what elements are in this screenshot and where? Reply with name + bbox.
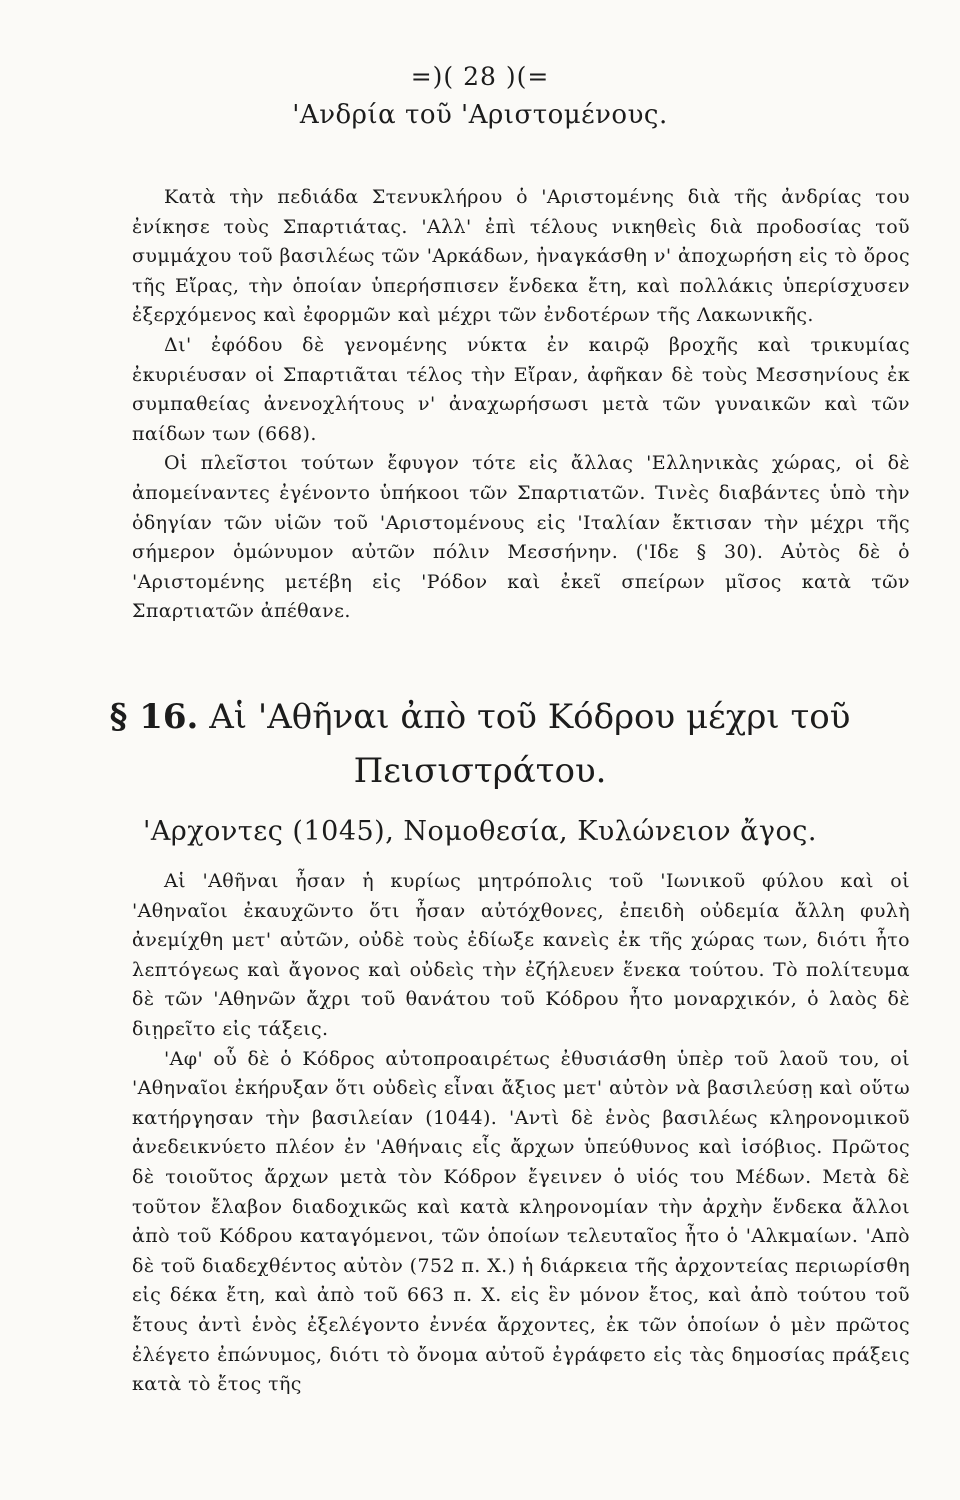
chapter-subtitle: 'Αρχοντες (1045), Νομοθεσία, Κυλώνειον ἄγος.	[142, 816, 818, 847]
text-block-aristomenes	[132, 183, 910, 627]
paragraph: Οἱ πλεῖστοι τούτων ἔφυγον τότε εἰς ἄλλας 'Ελληνικὰς χώρας, οἱ δὲ ἀπομείναντες ἐγένοντο ὑπήκοοι τῶν Σπαρτιατῶν. Τινὲς διαβάντες ὑπὸ τὴν ὁδηγίαν τῶν υἱῶν τοῦ 'Αριστομένους εἰς 'Ιταλίαν ἔκτισαν τὴν μέχρι τῆς σήμερον ὁμώνυμον αὐτῶν πόλιν Μεσσήνην. ('Ιδε § 30). Αὐτὸς δὲ ὁ 'Αριστομένης μετέβη εἰς 'Ρόδον καὶ ἐκεῖ σπείρων μῖσος κατὰ τῶν Σπαρτιατῶν ἀπέθανε.	[132, 452, 910, 623]
chapter-title-line-1	[0, 690, 960, 744]
section-heading: 'Ανδρία τοῦ 'Αριστομένους.	[292, 100, 668, 130]
chapter-title-line-2: Πεισιστράτου.	[353, 751, 607, 791]
chapter-title-text: Αἱ 'Αθῆναι ἀπὸ τοῦ Κόδρου μέχρι τοῦ	[209, 697, 851, 737]
paragraph: Αἱ 'Αθῆναι ἦσαν ἡ κυρίως μητρόπολις τοῦ 'Ιωνικοῦ φύλου καὶ οἱ 'Αθηναῖοι ἐκαυχῶντο ὅτι ἦσαν αὐτόχθονες, ἐπειδὴ οὐδεμία ἄλλη φυλὴ ἀνεμίχθη μετ' αὐτῶν, οὐδὲ τοὺς ἐδίωξε κανεὶς ἐκ τῆς χώρας των, διότι ἦτο λεπτόγεως καὶ ἄγονος καὶ οὐδεὶς τὴν ἐζήλευεν ἕνεκα τούτου. Τὸ πολίτευμα δὲ τῶν 'Αθηνῶν ἄχρι τοῦ θανάτου τοῦ Κόδρου ἦτο μοναρχικόν, ὁ λαὸς δὲ διῃρεῖτο εἰς τάξεις.	[132, 870, 910, 1040]
text-block-athens	[132, 867, 910, 1400]
paragraph: Δι' ἐφόδου δὲ γενομένης νύκτα ἐν καιρῷ βροχῆς καὶ τρικυμίας ἐκυριέυσαν οἱ Σπαρτιᾶται τέλος τὴν Εἴραν, ἀφῆκαν δὲ τοὺς Μεσσηνίους ἐκ συμπαθείας ἀνενοχλήτους ν' ἀναχωρήσωσι μετὰ τῶν γυναικῶν καὶ τῶν παίδων των (668).	[132, 333, 910, 445]
paragraph: 'Αφ' οὗ δὲ ὁ Κόδρος αὐτοπροαιρέτως ἐθυσιάσθη ὑπὲρ τοῦ λαοῦ του, οἱ 'Αθηναῖοι ἐκήρυξαν ὅτι οὐδεὶς εἶναι ἄξιος μετ' αὐτὸν νὰ βασιλεύσῃ καὶ οὕτω κατήργησαν τὴν βασιλείαν (1044). 'Αντὶ δὲ ἑνὸς βασιλέως κληρονομικοῦ ἀνεδεικνύετο πλέον ἐν 'Αθήναις εἷς ἄρχων ὑπεύθυνος καὶ ἰσόβιος. Πρῶτος δὲ τοιοῦτος ἄρχων μετὰ τὸν Κόδρον ἔγεινεν ὁ υἱός του Μέδων. Μετὰ δὲ τοῦτον ἔλαβον διαδοχικῶς καὶ κατὰ κληρονομίαν τὴν ἀρχὴν ἕνδεκα ἄλλοι ἀπὸ τοῦ Κόδρου καταγόμενοι, τῶν ὁποίων τελευταῖος ἦτο ὁ 'Αλκμαίων. 'Απὸ δὲ τοῦ διαδεχθέντος αὐτὸν (752 π. Χ.) ἡ διάρκεια τῆς ἀρχοντείας περιωρίσθη εἰς δέκα ἔτη, καὶ ἀπὸ τοῦ 663 π. Χ. εἰς ἓν μόνον ἔτος, καὶ ἀπὸ τούτου τοῦ ἔτους ἀντὶ ἑνὸς ἐξελέγοντο ἐννέα ἄρχοντες, ἐκ τῶν ὁποίων ὁ μὲν πρῶτος ἐλέγετο ἐπώνυμος, διότι τὸ ὄνομα αὐτοῦ ἐγράφετο εἰς τὰς δημοσίας πράξεις κατὰ τὸ ἔτος τῆς	[132, 1047, 910, 1396]
chapter-number: § 16.	[109, 697, 199, 737]
page-number-header: =)( 28 )(=	[410, 62, 550, 91]
chapter-title	[0, 690, 960, 798]
paragraph: Κατὰ τὴν πεδιάδα Στενυκλήρου ὁ 'Αριστομένης διὰ τῆς ἀνδρίας του ἐνίκησε τοὺς Σπαρτιάτας. 'Αλλ' ἐπὶ τέλους νικηθεὶς διὰ προδοσίας τοῦ συμμάχου τοῦ βασιλέως τῶν 'Αρκάδων, ἠναγκάσθη ν' ἀποχωρήση εἰς τὸ ὄρος τῆς Εἴρας, τὴν ὁποίαν ὑπερήσπισεν ἕνδεκα ἔτη, καὶ πολλάκις ὑπερίσχυσεν ἐξερχόμενος καὶ ἐφορμῶν καὶ μέχρι τῶν ἐνδοτέρων τῆς Λακωνικῆς.	[132, 186, 910, 327]
